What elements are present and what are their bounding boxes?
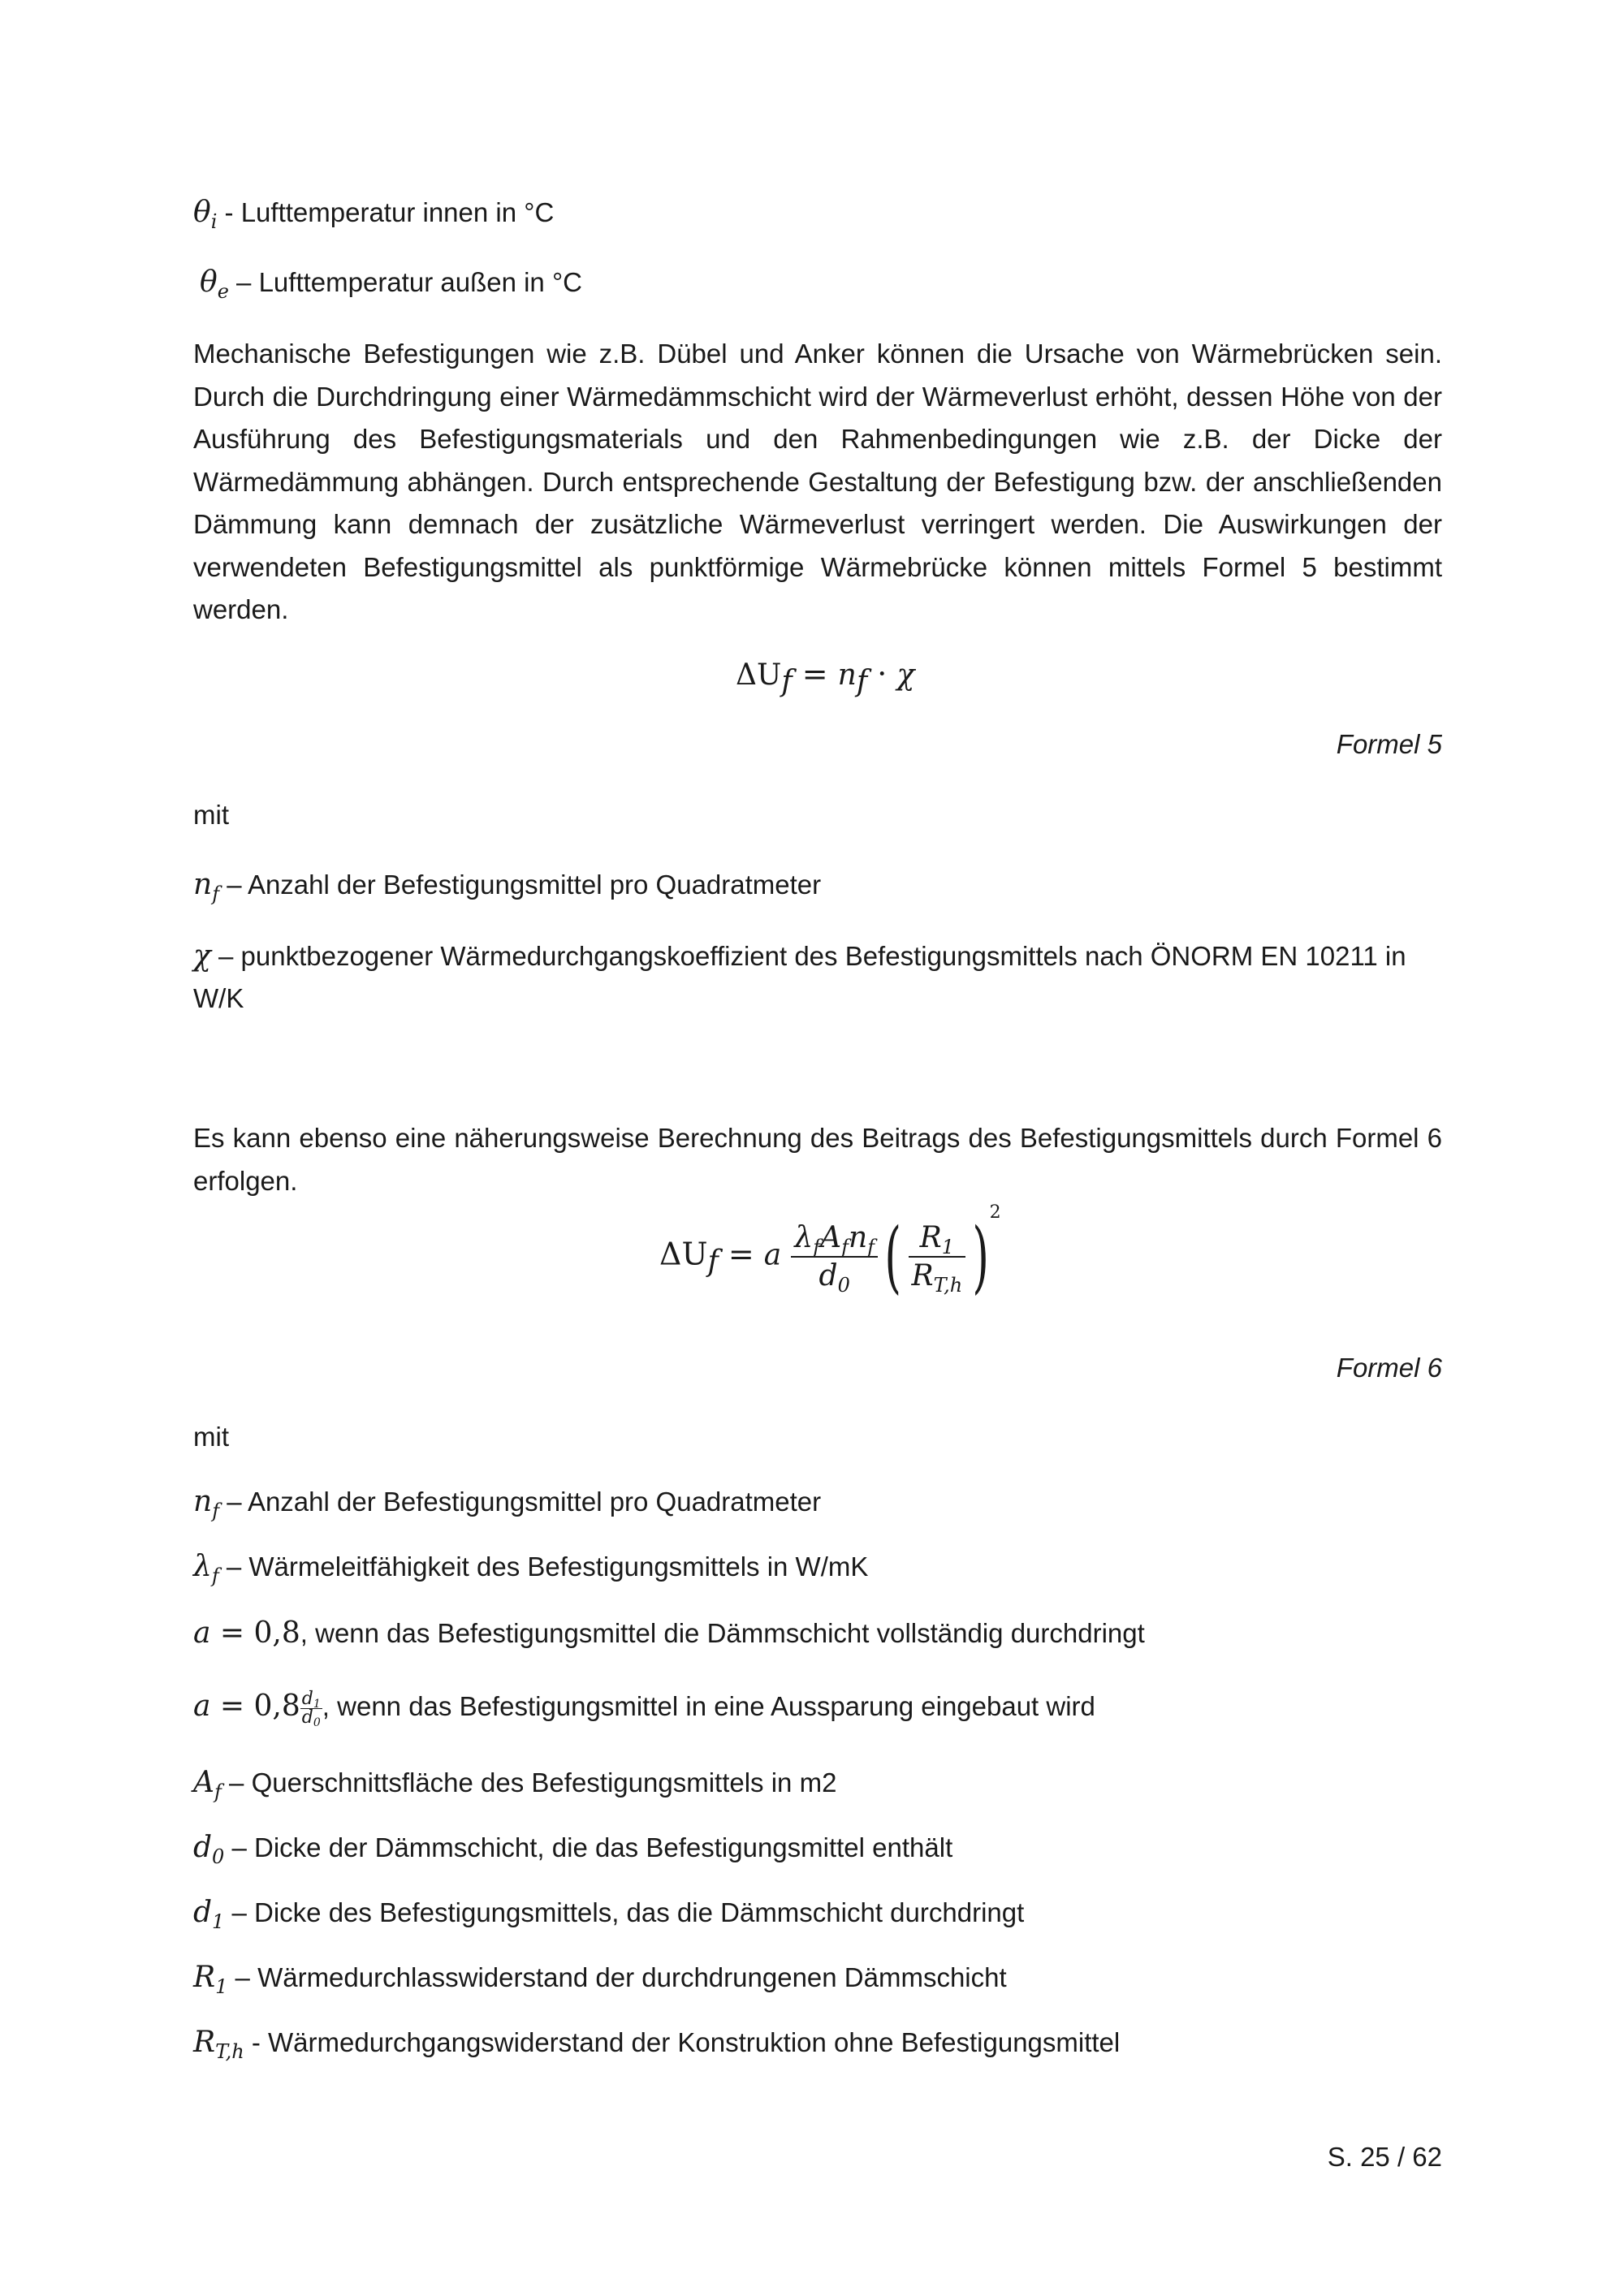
paragraph-approximation: Es kann ebenso eine näherungsweise Berechnung des Beitrags des Befestigungsmittels durch Formel 6 erfolgen. [193, 1123, 1442, 1196]
formula-5-label: Formel 5 [1336, 729, 1442, 759]
def-chi: χ – punktbezogener Wärmedurchgangskoeffizient des Befestigungsmittels nach ÖNORM EN 10211 in [193, 939, 1406, 973]
def-R1: $R_1$ – Wärmedurchlasswiderstand der durchdrungenen Dämmschicht [193, 1961, 1007, 1998]
formula-6-ratio-fraction: $\frac{R_1}{R_{T,h}}$ [909, 1221, 966, 1293]
mit-label-1: mit [193, 800, 229, 830]
a-small-fraction: $\frac{d_1}{d_0}$ [301, 1688, 321, 1729]
def-theta-i: $\theta_i$ - Lufttemperatur innen in °C [193, 196, 555, 233]
def-d0: $d_0$ – Dicke der Dämmschicht, die das Befestigungsmittel enthält [193, 1831, 953, 1868]
def-a-full: a = 0,8, wenn das Befestigungsmittel die Dämmschicht vollständig durchdringt [193, 1616, 1145, 1650]
formula-6: $\Delta U_f = a$ $\frac{\lambda_fA_fn_f}{d_0}$ ( $\frac{R_1}{R_{T,h}}$ )$^2$ [659, 1202, 1001, 1302]
def-nf-1: $n_f$ – Anzahl der Befestigungsmittel pro Quadratmeter [193, 868, 822, 905]
def-chi-unit: W/K [193, 983, 244, 1013]
def-Af: $A_f$ – Querschnittsfläche des Befestigungsmittels in m2 [193, 1766, 837, 1803]
symbol-theta-e: $\theta_e$ [200, 265, 229, 303]
paragraph-fasteners: Mechanische Befestigungen wie z.B. Dübel und Anker können die Ursache von Wärmebrücken sein. Durch die Durchdringung einer Wärmedämmschicht wird der Wärmeverlust erhöht, dessen Höhe von der Ausführung des Befestigungsmaterials und den Rahmenbedingungen wie z.B. der Dicke der Wärmedämmung abhängen. Durch entsprechende Gestaltung der Befestigung bzw. der anschließenden Dämmung kann demnach der zusätzliche Wärmeverlust verringert werden. Die Auswirkungen der verwendeten Befestigungsmittel als punktförmige Wärmebrücke können mittels Formel 5 bestimmt werden. [193, 339, 1442, 624]
page-number: S. 25 / 62 [1327, 2142, 1442, 2172]
formula-6-label: Formel 6 [1336, 1353, 1442, 1383]
def-d1: $d_1$ – Dicke des Befestigungsmittels, das die Dämmschicht durchdringt [193, 1896, 1025, 1933]
def-RTh: $R_{T,h}$ - Wärmedurchgangswiderstand der Konstruktion ohne Befestigungsmittel [193, 2026, 1121, 2063]
def-nf-2: $n_f$ – Anzahl der Befestigungsmittel pro Quadratmeter [193, 1485, 822, 1522]
mit-label-2: mit [193, 1422, 229, 1452]
symbol-theta-i: $\theta_i$ [193, 196, 218, 233]
def-a-recess: a = 0,8 $\frac{d_1}{d_0}$ , wenn das Befestigungsmittel in eine Aussparung eingebaut wird [193, 1688, 1095, 1729]
def-lambda: $\lambda_f$ – Wärmeleitfähigkeit des Befestigungsmittels in W/mK [193, 1550, 869, 1587]
formula-5: $\Delta U_f = n_f \cdot \chi$ [736, 656, 915, 698]
def-theta-e: $\theta_e$ – Lufttemperatur außen in °C [200, 265, 582, 303]
formula-6-main-fraction: $\frac{\lambda_fA_fn_f}{d_0}$ [791, 1221, 878, 1293]
